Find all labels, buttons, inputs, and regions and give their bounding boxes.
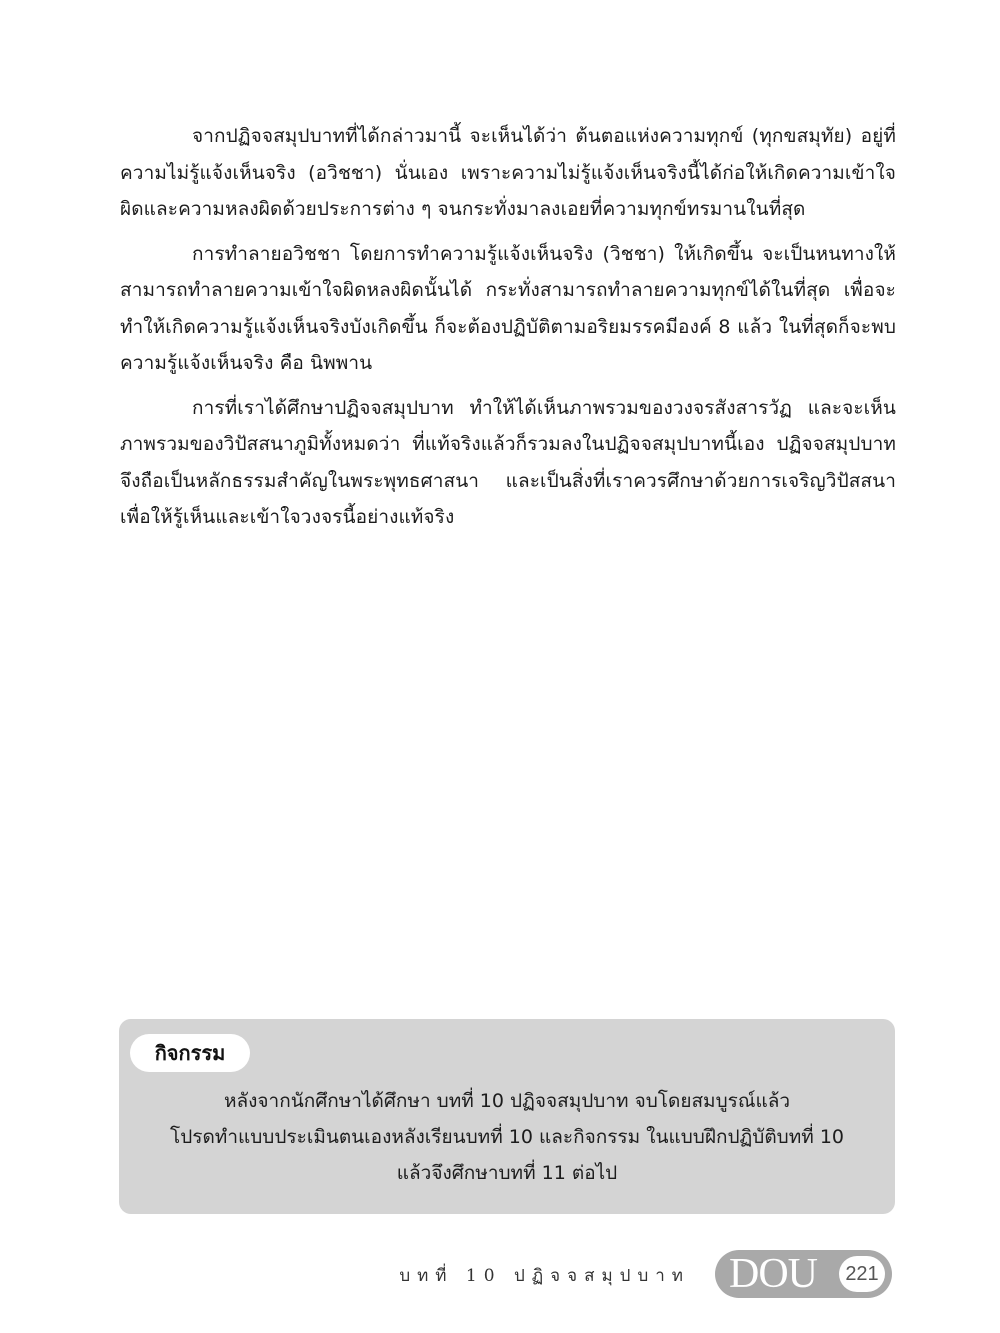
activity-instructions	[119, 1083, 895, 1191]
dou-logo: DOU	[729, 1251, 817, 1297]
activity-box	[119, 1019, 895, 1214]
footer-chapter-title: บทที่ 10 ปฏิจจสมุปบาท	[399, 1266, 690, 1286]
page-number: 221	[839, 1256, 885, 1292]
page-footer	[0, 1250, 1000, 1300]
footer-badge	[715, 1250, 892, 1298]
paragraph: จากปฏิจจสมุปบาทที่ได้กล่าวมานี้ จะเห็นได้ว่า ต้นตอแห่งความทุกข์ (ทุกขสมุทัย) อยู่ที่ความไม่รู้แจ้งเห็นจริง (อวิชชา) นั่นเอง เพราะความไม่รู้แจ้งเห็นจริงนี้ได้ก่อให้เกิดความเข้าใจผิดและความหลงผิดด้วยประการต่าง ๆ จนกระทั่งมาลงเอยที่ความทุกข์ทรมานในที่สุด	[120, 125, 896, 220]
activity-label: กิจกรรม	[130, 1034, 250, 1072]
paragraph: การทำลายอวิชชา โดยการทำความรู้แจ้งเห็นจริง (วิชชา) ให้เกิดขึ้น จะเป็นหนทางให้สามารถทำลายความเข้าใจผิดหลงผิดนั้นได้ กระทั่งสามารถทำลายความทุกข์ได้ในที่สุด เพื่อจะทำให้เกิดความรู้แจ้งเห็นจริงบังเกิดขึ้น ก็จะต้องปฏิบัติตามอริยมรรคมีองค์ 8 แล้ว ในที่สุดก็จะพบความรู้แจ้งเห็นจริง คือ นิพพาน	[120, 242, 896, 374]
activity-line: หลังจากนักศึกษาได้ศึกษา บทที่ 10 ปฏิจจสมุปบาท จบโดยสมบูรณ์แล้ว	[223, 1090, 791, 1112]
activity-line: โปรดทำแบบประเมินตนเองหลังเรียนบทที่ 10 และกิจกรรม ในแบบฝึกปฏิบัติบทที่ 10	[169, 1126, 844, 1148]
activity-line: แล้วจึงศึกษาบทที่ 11 ต่อไป	[396, 1162, 618, 1184]
body-text	[120, 118, 896, 544]
paragraph: การที่เราได้ศึกษาปฏิจจสมุปบาท ทำให้ได้เห็นภาพรวมของวงจรสังสารวัฏ และจะเห็นภาพรวมของวิปัสสนาภูมิทั้งหมดว่า ที่แท้จริงแล้วก็รวมลงในปฏิจจสมุปบาทนี้เอง ปฏิจจสมุปบาทจึงถือเป็นหลักธรรมสำคัญในพระพุทธศาสนา และเป็นสิ่งที่เราควรศึกษาด้วยการเจริญวิปัสสนา เพื่อให้รู้เห็นและเข้าใจวงจรนี้อย่างแท้จริง	[120, 396, 896, 528]
